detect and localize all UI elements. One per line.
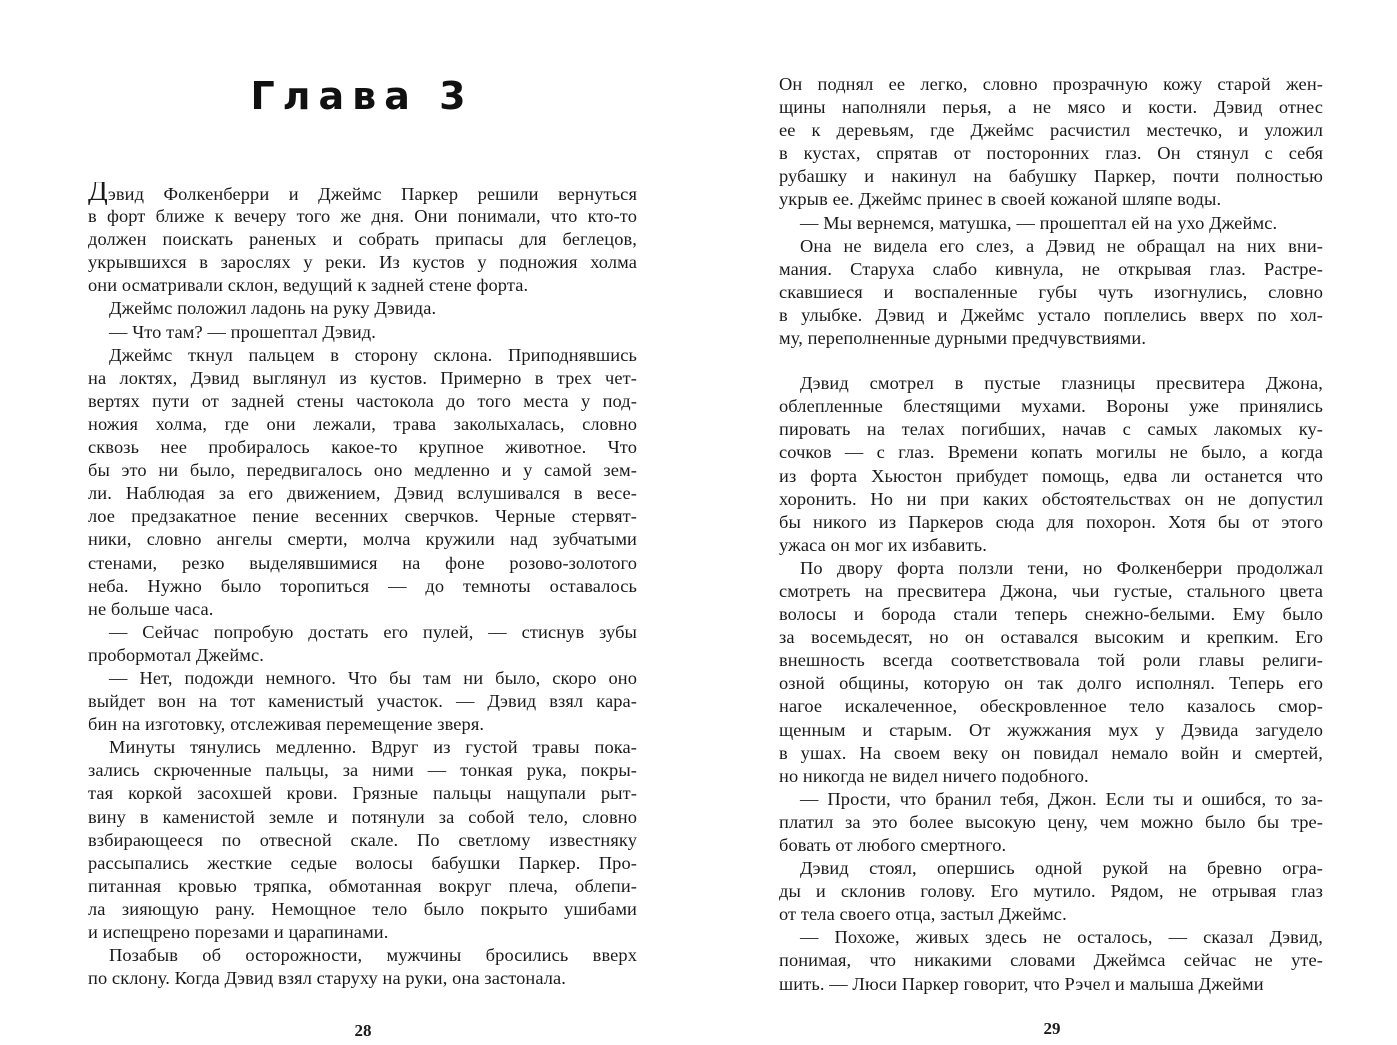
text-line: зались скрюченные пальцы, за ними — тонкая рука, покры- <box>88 760 637 781</box>
text-line: озной общины, которую он так долго исполнял. Теперь его <box>779 673 1323 694</box>
text-line: ды и склонив голову. Его мутило. Рядом, не отрывая глаз <box>779 881 1323 902</box>
text-line: Он поднял ее легко, словно прозрачную кожу старой жен- <box>779 74 1323 94</box>
text-line: ужаса он мог их избавить. <box>779 534 987 555</box>
text-line: ножия холма, где они лежали, трава заколыхалась, словно <box>88 413 637 434</box>
text-line: облепленные блестящими мухами. Вороны уже принялись <box>779 396 1323 417</box>
text-line: сочков — с глаз. Времени копать могилы не было, а когда <box>779 442 1323 463</box>
text-line: в улыбке. Дэвид и Джеймс устало поплелись вверх по хол- <box>779 304 1323 325</box>
text-line: лое предзакатное пение весенних сверчков. Черные стервят- <box>88 506 637 527</box>
text-line: бин на изготовку, отслеживая перемещение зверя. <box>88 714 485 735</box>
text-line: должен поискать раненых и собрать припасы для беглецов, <box>88 229 637 250</box>
text-line: из форта Хьюстон прибудет помощь, едва ли останется что <box>779 465 1323 486</box>
text-line: и испещрено порезами и царапинами. <box>88 922 389 942</box>
left-page <box>0 0 698 1045</box>
right-page-number: 29 <box>1043 1019 1061 1038</box>
text-line: — Сейчас попробую достать его пулей, — стиснув зубы <box>109 621 637 642</box>
text-line: не больше часа. <box>88 598 214 619</box>
text-line: — Мы вернемся, матушка, — прошептал ей на ухо Джеймс. <box>800 212 1278 233</box>
text-line: бовать от любого смертного. <box>779 835 1007 855</box>
text-line: в ушах. На своем веку он повидал немало войн и смертей, <box>779 742 1323 763</box>
text-line: волосы и борода стали теперь снежно-белыми. Ему было <box>779 604 1323 625</box>
drop-cap: Д <box>88 182 108 206</box>
text-line: — Похоже, живых здесь не осталось, — сказал Дэвид, <box>800 927 1323 948</box>
text-line: сквозь нее пробиралось какое-то крупное животное. Что <box>88 437 637 458</box>
text-line: вертях пути от задней стены частокола до того места у под- <box>88 390 637 411</box>
text-line: Позабыв об осторожности, мужчины бросились вверх <box>109 945 637 966</box>
text-line: стенами, резко выделявшимися на фоне розово-золотого <box>88 552 637 573</box>
text-line: Дэвид смотрел в пустые глазницы пресвитера Джона, <box>800 373 1323 394</box>
text-line: щины наполняли перья, а не мясо и кости. Дэвид отнес <box>779 97 1323 118</box>
text-line: ее к деревьям, где Джеймс расчистил местечко, и уложил <box>779 120 1323 141</box>
text-line: но никогда не видел ничего подобного. <box>779 765 1089 786</box>
text-line: — Прости, что бранил тебя, Джон. Если ты и ошибся, то за- <box>800 788 1323 809</box>
text-line: рассыпались жесткие седые волосы бабушки Паркер. Про- <box>88 852 637 873</box>
text-line: питанная кровью тряпка, обмотанная вокруг плеча, облепи- <box>88 875 637 896</box>
text-line: платил за это более высокую цену, чем можно было бы тре- <box>779 811 1323 832</box>
text-line: за восемьдесят, но он оставался высоким и крепким. Его <box>779 627 1323 648</box>
text-line: — Нет, подожди немного. Что бы там ни было, скоро оно <box>109 667 637 688</box>
text-line: нагое искалеченное, обескровленное тело казалось смор- <box>779 696 1323 717</box>
text-line: тая коркой засохшей крови. Грязные пальцы нащупали рыт- <box>88 783 637 804</box>
text-line: в форт ближе к вечеру того же дня. Они понимали, что кто-то <box>88 206 637 227</box>
text-line: бы никого из Паркеров сюда для похорон. Хотя бы от этого <box>779 511 1323 532</box>
left-page-text <box>88 182 637 990</box>
text-line: на локтях, Дэвид выглянул из кустов. Примерно в трех чет- <box>88 367 637 388</box>
text-line: в кустах, спрятав от посторонних глаз. Он стянул с себя <box>779 143 1323 164</box>
right-page <box>699 0 1397 1045</box>
text-line: вину в каменистой земле и потянули за собой тело, словно <box>88 806 637 827</box>
text-line: выйдет вон на тот каменистый участок. — Дэвид взял кара- <box>88 691 637 712</box>
text-line: от тела своего отца, застыл Джеймс. <box>779 904 1067 925</box>
text-line: рубашку и накинул на бабушку Паркер, почти полностью <box>779 166 1323 187</box>
text-line: му, переполненные дурными предчувствиями. <box>779 328 1147 349</box>
text-line: ла зияющую рану. Немощное тело было покрыто ушибами <box>88 898 637 919</box>
text-line: скавшиеся и воспаленные губы чуть изогнулись, словно <box>779 281 1323 302</box>
text-line: Дэвид Фолкенберри и Джеймс Паркер решили вернуться <box>88 182 637 205</box>
text-line: укрыв ее. Джеймс принес в своей кожаной шляпе воды. <box>779 189 1222 210</box>
text-line: мания. Старуха слабо кивнула, не открывая глаз. Растре- <box>779 258 1323 279</box>
text-line: Она не видела его слез, а Дэвид не обращал на них вни- <box>800 235 1323 256</box>
text-line: Джеймс положил ладонь на руку Дэвида. <box>109 298 437 319</box>
text-line: они осматривали склон, ведущий к задней стене форта. <box>88 275 529 296</box>
text-line: неба. Нужно было торопиться — до темноты оставалось <box>88 575 637 596</box>
text-line: Минуты тянулись медленно. Вдруг из густой травы пока- <box>109 737 637 758</box>
text-line: по склону. Когда Дэвид взял старуху на руки, она застонала. <box>88 968 567 989</box>
text-line: бы это ни было, передвигалось оно медленно и у самой зем- <box>88 460 637 481</box>
left-page-number: 28 <box>354 1021 372 1040</box>
right-page-text <box>779 73 1323 996</box>
chapter-title: Глава 3 <box>250 74 474 118</box>
text-line: пробормотал Джеймс. <box>88 644 264 665</box>
text-line: По двору форта ползли тени, но Фолкенберри продолжал <box>800 557 1323 578</box>
text-line: пировать на телах погибших, начав с самых лакомых ку- <box>779 419 1323 440</box>
text-line: шить. — Люси Паркер говорит, что Рэчел и малыша Джейми <box>779 973 1264 994</box>
text-line: укрывшихся в зарослях у реки. Из кустов у подножия холма <box>88 252 637 273</box>
text-line: смотреть на пресвитера Джона, чьи густые, стального цвета <box>779 580 1323 601</box>
text-line: Джеймс ткнул пальцем в сторону склона. Приподнявшись <box>109 344 637 365</box>
text-line: ли. Наблюдая за его движением, Дэвид вслушивался в весе- <box>88 483 637 504</box>
text-line: понимая, что никакими словами Джеймса сейчас не уте- <box>779 950 1323 971</box>
text-line: хоронить. Но ни при каких обстоятельствах он не допустил <box>779 488 1323 509</box>
text-line: взбирающееся по отвесной скале. По светлому известняку <box>88 829 637 850</box>
text-line: ники, словно ангелы смерти, молча кружили над зубчатыми <box>88 529 637 550</box>
text-line: щенным и старым. От жужжания мух у Дэвида загудело <box>779 719 1323 740</box>
text-line: внешность всегда соответствовала той роли главы религи- <box>779 650 1323 671</box>
text-line: Дэвид стоял, опершись одной рукой на бревно огра- <box>800 858 1323 879</box>
text-line: — Что там? — прошептал Дэвид. <box>109 321 376 342</box>
